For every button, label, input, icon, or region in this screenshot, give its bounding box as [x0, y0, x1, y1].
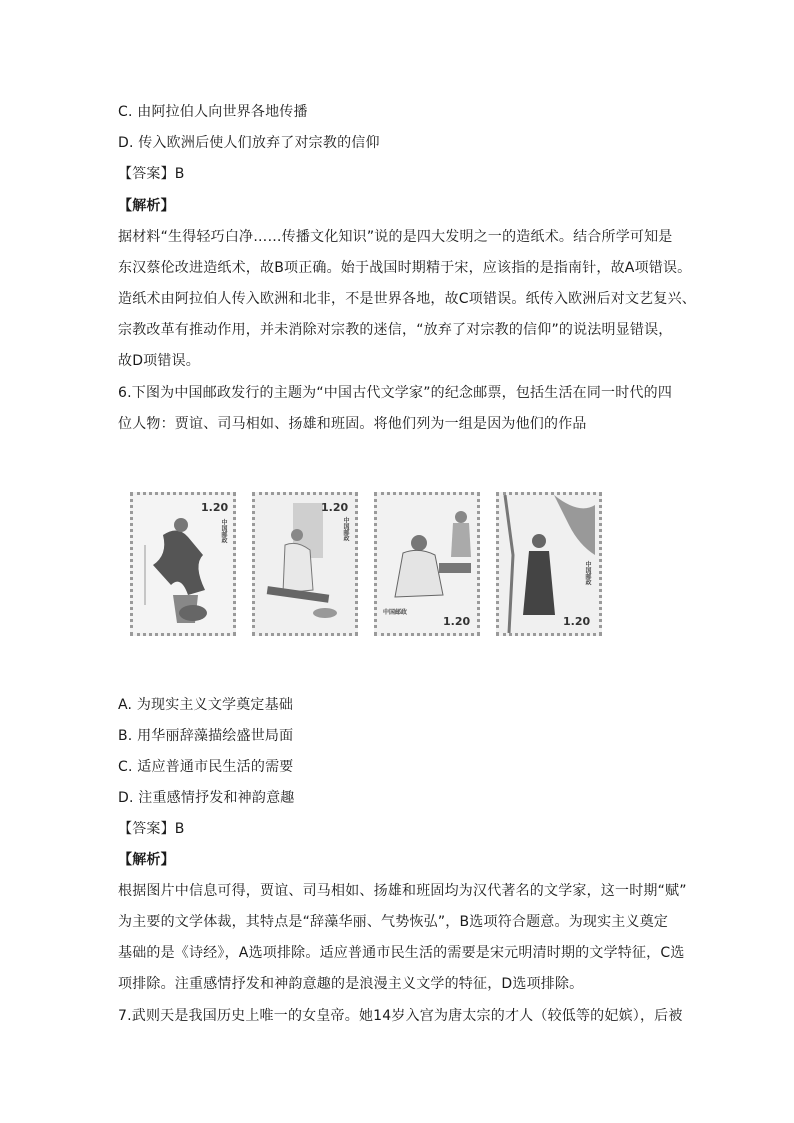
q5-analysis-line: 故D项错误。	[118, 353, 200, 369]
postal-mark: 中国邮政	[342, 517, 349, 541]
stamp	[252, 492, 358, 636]
q5-option-d: D. 传入欧洲后使人们放弃了对宗教的信仰	[118, 135, 380, 151]
q6-answer: 【答案】B	[118, 821, 185, 837]
q6-option-b: B. 用华丽辞藻描绘盛世局面	[118, 728, 294, 744]
denomination: 1.20	[443, 615, 471, 628]
stamp	[130, 492, 236, 636]
denomination: 1.20	[563, 615, 591, 628]
q5-answer: 【答案】B	[118, 166, 185, 182]
q6-analysis-line: 项排除。注重感情抒发和神韵意趣的是浪漫主义文学的特征，D选项排除。	[118, 976, 584, 992]
q5-option-c: C. 由阿拉伯人向世界各地传播	[118, 104, 308, 120]
q7-stem: 7.武则天是我国历史上唯一的女皇帝。她14岁入宫为唐太宗的才人（较低等的妃嫔），后被	[118, 1008, 683, 1024]
denomination: 1.20	[201, 501, 229, 514]
q6-stem: 6.下图为中国邮政发行的主题为“中国古代文学家”的纪念邮票，包括生活在同一时代的四	[118, 385, 673, 401]
postal-mark: 中国邮政	[584, 561, 591, 585]
postal-mark: 中国邮政	[383, 609, 408, 616]
q6-analysis-line: 根据图片中信息可得，贾谊、司马相如、扬雄和班固均为汉代著名的文学家，这一时期“赋”	[118, 883, 687, 899]
q6-stem: 位人物：贾谊、司马相如、扬雄和班固。将他们列为一组是因为他们的作品	[118, 416, 587, 432]
denomination: 1.20	[321, 501, 349, 514]
q6-option-a: A. 为现实主义文学奠定基础	[118, 697, 294, 713]
stamp	[374, 492, 480, 636]
stamp-illustration	[255, 495, 355, 633]
q5-analysis-line: 宗教改革有推动作用，并未消除对宗教的迷信，“放弃了对宗教的信仰”的说法明显错误，	[118, 322, 673, 338]
stamp-figure	[130, 492, 602, 638]
q5-analysis-line: 据材料“生得轻巧白净……传播文化知识”说的是四大发明之一的造纸术。结合所学可知是	[118, 229, 673, 245]
q6-analysis-line: 为主要的文学体裁，其特点是“辞藻华丽、气势恢弘”，B选项符合题意。为现实主义奠定	[118, 914, 669, 930]
q5-analysis-line: 东汉蔡伦改进造纸术，故B项正确。始于战国时期精于宋，应该指的是指南针，故A项错误。	[118, 260, 692, 276]
q6-option-c: C. 适应普通市民生活的需要	[118, 759, 294, 775]
q5-analysis-line: 造纸术由阿拉伯人传入欧洲和北非，不是世界各地，故C项错误。纸传入欧洲后对文艺复兴、	[118, 291, 696, 307]
postal-mark: 中国邮政	[220, 519, 227, 543]
q6-analysis-title: 【解析】	[118, 852, 175, 868]
q6-analysis-line: 基础的是《诗经》，A选项排除。适应普通市民生活的需要是宋元明清时期的文学特征，C选	[118, 945, 685, 961]
q5-analysis-title: 【解析】	[118, 198, 175, 214]
stamp	[496, 492, 602, 636]
stamp-illustration	[133, 495, 233, 633]
q6-option-d: D. 注重感情抒发和神韵意趣	[118, 790, 295, 806]
